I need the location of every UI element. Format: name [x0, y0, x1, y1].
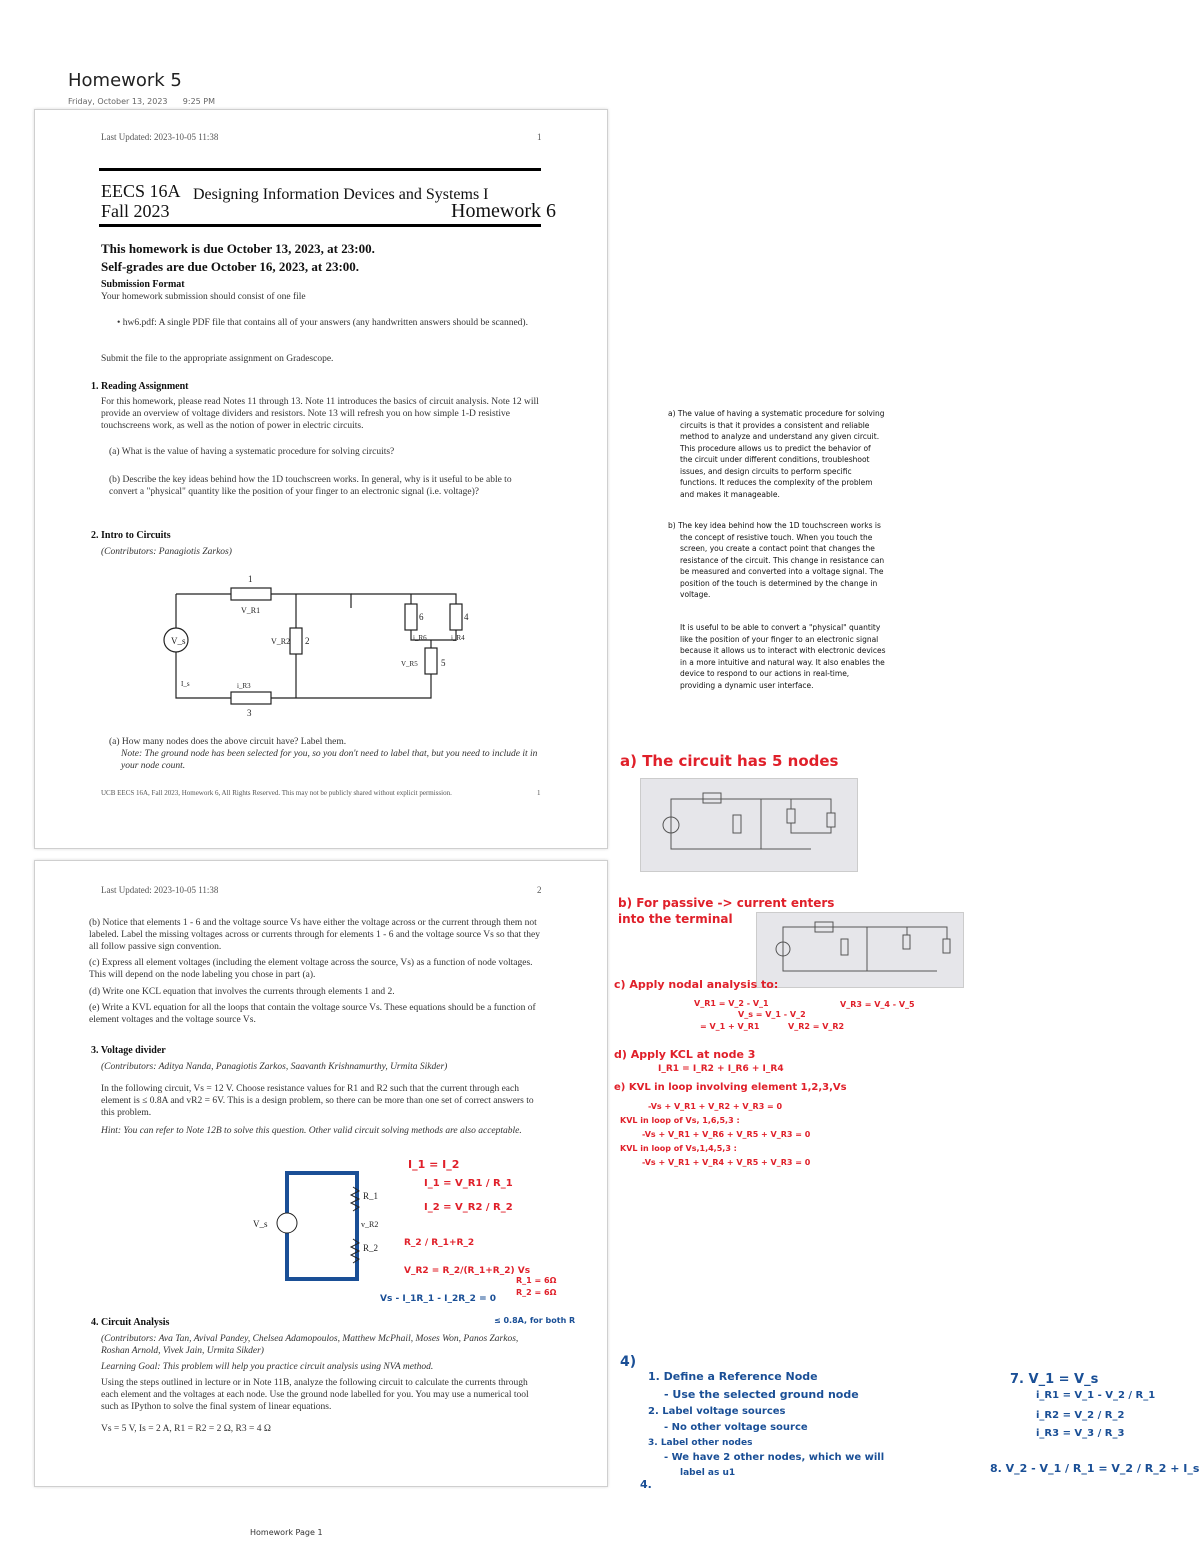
course-code: EECS 16A [101, 181, 181, 201]
section-4-heading: 4. Circuit Analysis [91, 1317, 170, 1328]
answer-a-line: the circuit under different conditions, troubleshoot [680, 455, 870, 464]
answer-b-line: b) The key idea behind how the 1D touchscreen works is [668, 521, 881, 530]
hw-answer-e: e) KVL in loop involving element 1,2,3,Vs [614, 1082, 847, 1093]
hw-answer-e-eq: KVL in loop of Vs,1,4,5,3 : [620, 1144, 737, 1153]
answer-a-line: method to analyze and understand any given circuit. [680, 432, 880, 441]
hw-divider-end: ≤ 0.8A, for both R [494, 1316, 576, 1325]
typed-answer-b2 [680, 622, 930, 691]
question-2a: (a) How many nodes does the above circuit have? Label them. [109, 737, 347, 747]
answer-a-line: a) The value of having a systematic procedure for solving [668, 409, 885, 418]
ir4-label: i_R4 [451, 634, 465, 642]
last-updated-2: Last Updated: 2023-10-05 11:38 [101, 885, 219, 895]
typed-answer-a [668, 408, 928, 500]
answer-b-line: be measured and converted into a voltage signal. The [680, 567, 884, 576]
section-3-text: In the following circuit, Vs = 12 V. Choose resistance values for R1 and R2 such that the current through each element is ≤ 0.8A and vR2 = 6V. This is a design problem, so there can be more than one set of correct answers to this problem. [101, 1084, 534, 1118]
r5-label: 5 [441, 658, 446, 668]
notebook-footer: Homework Page 1 [250, 1528, 323, 1537]
hw-p4-right: i_R2 = V_2 / R_2 [1036, 1410, 1125, 1421]
page-footer-num: 1 [537, 789, 541, 797]
resistor-1 [231, 588, 271, 600]
page-number: 1 [537, 132, 542, 142]
hw-p4-step: label as u1 [680, 1468, 736, 1478]
hw-answer-e-eq: -Vs + V_R1 + V_R2 + V_R3 = 0 [648, 1102, 783, 1111]
submission-heading: Submission Format [101, 279, 185, 290]
section-4-contrib: (Contributors: Ava Tan, Avival Pandey, Chelsea Adamopoulos, Matthew McPhail, Moses Won, Panos Zarkos, Roshan Arnold, Vivek Jain, Urmita Sikder) [101, 1334, 519, 1356]
hw-answer-c-eq: V_R2 = V_R2 [788, 1022, 845, 1031]
hw-divider-eq: Vs - I_1R_1 - I_2R_2 = 0 [380, 1294, 497, 1304]
is-label: I_s [181, 680, 190, 688]
hw-answer-b-line1: b) For passive -> current enters [618, 896, 835, 910]
section-1-heading: 1. Reading Assignment [91, 381, 189, 392]
note-title: Homework 5 [68, 70, 182, 91]
question-2a-note: Note: The ground node has been selected for you, so you don't need to label that, but you need to include it in your node count. [121, 749, 538, 771]
hw-p4-step: 2. Label voltage sources [648, 1406, 786, 1417]
hw-divider-eq: I_1 = I_2 [408, 1158, 460, 1171]
homework-number: Homework 6 [451, 200, 556, 222]
divider-r1-label: R_1 [363, 1191, 379, 1201]
question-1b: (b) Describe the key ideas behind how the 1D touchscreen works. In general, why is it useful to be able to convert a "physical" quantity like the position of your finger to an electronic signal (i.e. voltage)? [109, 475, 512, 497]
hw-divider-eq: R_2 / R_1+R_2 [404, 1238, 475, 1248]
hw-problem4-title: 4) [620, 1354, 637, 1370]
submit-text: Submit the file to the appropriate assignment on Gradescope. [101, 354, 334, 364]
hw-p4-step: - We have 2 other nodes, which we will [664, 1452, 885, 1463]
hw-divider-eq: R_1 = 6Ω [516, 1276, 557, 1285]
resistor-2 [290, 628, 302, 654]
top-rule [99, 168, 541, 171]
bottom-rule [99, 224, 541, 227]
hw-p4-step: - No other voltage source [664, 1422, 808, 1433]
course-title: Designing Information Devices and Systems I [193, 186, 489, 203]
r1-label: 1 [248, 574, 253, 584]
answer-a-line: This procedure allows us to predict the behavior of [680, 443, 871, 453]
hw-answer-e-eq: -Vs + V_R1 + V_R4 + V_R5 + V_R3 = 0 [642, 1158, 811, 1167]
photo-1-sketch [641, 779, 857, 871]
ir3-label: i_R3 [237, 682, 251, 690]
submission-bullet: • hw6.pdf: A single PDF file that contains all of your answers (any handwritten answers should be scanned). [117, 318, 528, 328]
hw-answer-c-eq: V_s = V_1 - V_2 [738, 1010, 806, 1019]
question-2c: (c) Express all element voltages (including the element voltage across the source, Vs) as a function of node voltages. This will depend on the node labeling you chose in part (a). [89, 958, 533, 980]
divider-vs-label: V_s [253, 1219, 268, 1229]
r4-label: 4 [464, 612, 469, 622]
hw-answer-a: a) The circuit has 5 nodes [620, 752, 839, 770]
last-updated: Last Updated: 2023-10-05 11:38 [101, 132, 219, 142]
answer-c-line: device to respond to our actions in real-time, [680, 669, 850, 678]
hw-p4-right: 8. V_2 - V_1 / R_1 = V_2 / R_2 + I_s [990, 1462, 1200, 1475]
submission-text: Your homework submission should consist of one file [101, 292, 306, 302]
hw-p4-step: 1. Define a Reference Node [648, 1370, 818, 1383]
hw-p4-right: i_R1 = V_1 - V_2 / R_1 [1036, 1390, 1156, 1401]
answer-c-line: because it allows us to interact with electronic devices [680, 646, 886, 655]
divider-source [277, 1213, 297, 1233]
question-2b: (b) Notice that elements 1 - 6 and the voltage source Vs have either the voltage across or the current through them not labeled. Label the missing voltages across or currents through for elements 1 - 6 and the voltage source Vs so that they all follow passive sign convention. [89, 918, 540, 952]
r3-label: 3 [247, 708, 252, 718]
course-term: Fall 2023 [101, 201, 170, 221]
section-1-text: For this homework, please read Notes 11 through 13. Note 11 introduces the basics of circuit analysis. Note 12 will provide an overview of voltage dividers and resistors. Note 13 will refresh you on how simple 1-D resistive touchscreens work, as well as the notion of power in electric circuits. [101, 397, 539, 431]
answer-c-line: like the position of your finger to an electronic signal [680, 634, 879, 644]
resistor-5 [425, 648, 437, 674]
page-number-2: 2 [537, 885, 542, 895]
answer-c-line: It is useful to be able to convert a "physical" quantity [680, 623, 881, 632]
question-2e: (e) Write a KVL equation for all the loops that contain the voltage source Vs. These equations should be a function of element voltages and the voltage source Vs. [89, 1003, 536, 1025]
circuit-diagram [161, 568, 471, 718]
hw-divider-eq: I_1 = V_R1 / R_1 [424, 1178, 513, 1189]
section-3-contrib: (Contributors: Aditya Nanda, Panagiotis Zarkos, Saavanth Krishnamurthy, Urmita Sikder) [101, 1062, 448, 1072]
question-1a: (a) What is the value of having a systematic procedure for solving circuits? [109, 447, 395, 457]
hw-divider-eq: I_2 = V_R2 / R_2 [424, 1202, 513, 1213]
r6-label: 6 [419, 612, 424, 622]
vr1-label: V_R1 [241, 606, 261, 615]
hw-p4-step4: 4. [640, 1478, 652, 1491]
hw-p4-step: 3. Label other nodes [648, 1438, 753, 1448]
hw-answer-c-eq: V_R3 = V_4 - V_5 [840, 1000, 915, 1009]
resistor-6 [405, 604, 417, 630]
hw-p4-right: i_R3 = V_3 / R_3 [1036, 1428, 1125, 1439]
note-date [68, 97, 215, 106]
resistor-3 [231, 692, 271, 704]
vs-label: V_s [171, 636, 186, 646]
note-date-value: Friday, October 13, 2023 [68, 97, 168, 106]
answer-a-line: circuits is that it provides a consistent and reliable [680, 420, 870, 430]
voltage-divider-diagram [251, 1153, 391, 1283]
answer-c-line: providing a dynamic user interface. [680, 680, 814, 690]
due-date: This homework is due October 13, 2023, at 23:00. [101, 241, 375, 256]
vr2-label: V_R2 [271, 637, 291, 646]
answer-b-line: screen, you create a contact point that changes the [680, 544, 875, 553]
section-3-heading: 3. Voltage divider [91, 1045, 166, 1056]
circuit-photo-2 [756, 912, 964, 988]
hw-answer-c-eq: V_R1 = V_2 - V_1 [694, 999, 769, 1008]
section-4-goal: Learning Goal: This problem will help you practice circuit analysis using NVA method. [101, 1362, 434, 1372]
r2-label: 2 [305, 636, 310, 646]
pdf-page-1 [34, 109, 608, 849]
hw-answer-e-eq: -Vs + V_R1 + V_R6 + V_R5 + V_R3 = 0 [642, 1130, 811, 1139]
pdf-page-2 [34, 860, 608, 1487]
vr5-label: V_R5 [401, 660, 418, 668]
section-4-text: Using the steps outlined in lecture or in Note 11B, analyze the following circuit to calculate the currents through each element and the voltages at each node. Use the ground node labelled for you. You may use a numerical tool such as IPython to solve the final system of linear equations. [101, 1378, 529, 1412]
answer-b-line: voltage. [680, 590, 711, 599]
answer-b-line: resistance of the circuit. This change in resistance can [680, 555, 885, 565]
hw-divider-eq: V_R2 = R_2/(R_1+R_2) Vs [404, 1266, 531, 1276]
answer-c-line: in a more intuitive and natural way. It also enables the [680, 657, 885, 667]
selfgrade-date: Self-grades are due October 16, 2023, at 23:00. [101, 259, 360, 274]
hw-p4-step: - Use the selected ground node [664, 1388, 859, 1401]
divider-vr2-label: v_R2 [361, 1220, 379, 1229]
hw-answer-d-line1: d) Apply KCL at node 3 [614, 1048, 756, 1061]
photo-2-sketch [757, 913, 963, 987]
divider-r2-label: R_2 [363, 1243, 379, 1253]
answer-b-line: the concept of resistive touch. When you touch the [680, 532, 873, 542]
hw-answer-d-line2: I_R1 = I_R2 + I_R6 + I_R4 [658, 1064, 784, 1074]
answer-a-line: and makes it manageable. [680, 489, 780, 499]
page-footer: UCB EECS 16A, Fall 2023, Homework 6, All Rights Reserved. This may not be publicly shared without explicit permission. [101, 789, 452, 797]
answer-a-line: issues, and design circuits to perform specific [680, 466, 852, 476]
note-time-value: 9:25 PM [182, 97, 216, 106]
circuit-photo-1 [640, 778, 858, 872]
hw-answer-c: c) Apply nodal analysis to: [614, 978, 779, 991]
section-2-heading: 2. Intro to Circuits [91, 530, 171, 541]
hw-p4-right: 7. V_1 = V_s [1010, 1372, 1099, 1387]
resistor-4 [450, 604, 462, 630]
answer-a-line: functions. It reduces the complexity of the problem [680, 478, 873, 487]
ir6-label: i_R6 [413, 634, 427, 642]
section-4-values: Vs = 5 V, Is = 2 A, R1 = R2 = 2 Ω, R3 = 4 Ω [101, 1424, 271, 1434]
answer-b-line: position of the touch is determined by the change in [680, 578, 878, 588]
bullet-text: hw6.pdf: A single PDF file that contains all of your answers (any handwritten answers should be scanned). [122, 318, 528, 328]
hw-divider-eq: R_2 = 6Ω [516, 1288, 557, 1297]
section-2-contrib: (Contributors: Panagiotis Zarkos) [101, 547, 232, 557]
typed-answer-b [668, 520, 928, 601]
hw-answer-b-line2: into the terminal [618, 912, 733, 926]
question-2d: (d) Write one KCL equation that involves the currents through elements 1 and 2. [89, 987, 395, 997]
section-3-hint: Hint: You can refer to Note 12B to solve this question. Other valid circuit solving methods are also acceptable. [101, 1126, 522, 1136]
hw-answer-c-eq: = V_1 + V_R1 [700, 1022, 760, 1031]
hw-answer-e-eq: KVL in loop of Vs, 1,6,5,3 : [620, 1116, 740, 1125]
